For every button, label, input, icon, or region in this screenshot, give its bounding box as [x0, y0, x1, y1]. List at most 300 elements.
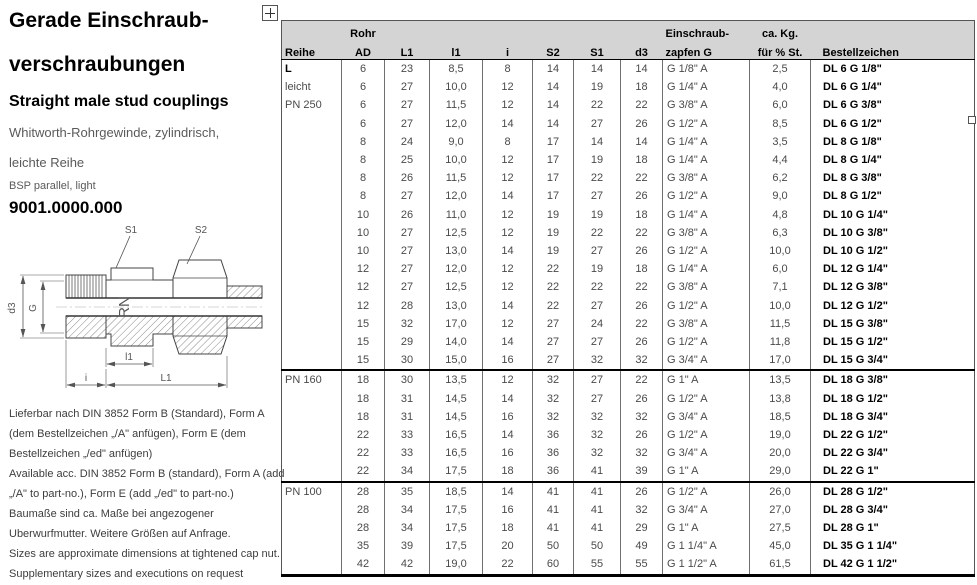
value-cell: 12	[483, 78, 533, 96]
value-cell: G 3/4" A	[663, 408, 750, 426]
table-row	[282, 260, 975, 278]
bestellzeichen-cell: DL 10 G 1/2"	[811, 242, 975, 260]
value-cell: G 1" A	[663, 462, 750, 481]
table-row	[282, 315, 975, 333]
col-header-ad: AD	[342, 40, 385, 60]
table-row	[282, 390, 975, 408]
col-header-zapfen-g: zapfen G	[663, 40, 750, 60]
reihe-cell	[282, 260, 342, 278]
value-cell: 19,0	[750, 426, 811, 444]
value-cell: 22	[342, 426, 385, 444]
move-cross-vertical	[270, 8, 271, 18]
table-resize-handle[interactable]	[968, 116, 976, 124]
description-de-line1: Whitworth-Rohrgewinde, zylindrisch,	[9, 125, 220, 140]
reihe-cell	[282, 278, 342, 296]
value-cell: 42	[342, 555, 385, 575]
value-cell: G 1/2" A	[663, 242, 750, 260]
value-cell: 22	[621, 315, 663, 333]
value-cell: 24	[385, 133, 430, 151]
value-cell: 11,5	[430, 96, 483, 114]
value-cell: 13,0	[430, 242, 483, 260]
value-cell: 18	[342, 408, 385, 426]
reihe-cell	[282, 519, 342, 537]
value-cell: 14	[483, 242, 533, 260]
table-row	[282, 224, 975, 242]
value-cell: 18	[621, 151, 663, 169]
value-cell: 42	[385, 555, 430, 575]
value-cell: 32	[385, 315, 430, 333]
value-cell: 6	[342, 60, 385, 79]
value-cell: 20,0	[750, 444, 811, 462]
value-cell: 19	[533, 206, 574, 224]
value-cell: 6,0	[750, 260, 811, 278]
col-header-s1: S1	[574, 40, 621, 60]
bestellzeichen-cell: DL 28 G 1"	[811, 519, 975, 537]
value-cell: 17,0	[430, 315, 483, 333]
value-cell: 22	[342, 462, 385, 481]
value-cell: 32	[621, 408, 663, 426]
description-de	[9, 118, 277, 178]
value-cell: G 1 1/4" A	[663, 537, 750, 555]
value-cell: 31	[385, 408, 430, 426]
value-cell: 22	[621, 224, 663, 242]
value-cell: 41	[533, 501, 574, 519]
footnote-line: Baumaße sind ca. Maße bei angezogener	[9, 508, 214, 520]
value-cell: 31	[385, 390, 430, 408]
value-cell: 27	[385, 115, 430, 133]
value-cell: 14	[533, 60, 574, 79]
reihe-cell	[282, 408, 342, 426]
value-cell: 26	[621, 333, 663, 351]
value-cell: G 1 1/2" A	[663, 555, 750, 575]
header-group-ca-kg: ca. Kg.	[750, 21, 811, 40]
reihe-cell	[282, 315, 342, 333]
value-cell: 22	[533, 278, 574, 296]
value-cell: 39	[621, 462, 663, 481]
value-cell: 41	[533, 519, 574, 537]
value-cell: 18	[621, 260, 663, 278]
value-cell: 41	[533, 482, 574, 501]
value-cell: 14	[574, 133, 621, 151]
dim-g-label: G	[28, 304, 39, 312]
value-cell: 26	[621, 390, 663, 408]
value-cell: 17,0	[750, 351, 811, 370]
reihe-cell	[282, 115, 342, 133]
dim-l1-label: l1	[125, 352, 133, 363]
value-cell: 23	[385, 60, 430, 79]
value-cell: 28	[385, 297, 430, 315]
value-cell: 14	[533, 78, 574, 96]
reihe-cell	[282, 390, 342, 408]
value-cell: 27	[574, 370, 621, 389]
value-cell: 22	[533, 297, 574, 315]
value-cell: 14	[533, 115, 574, 133]
value-cell: 34	[385, 501, 430, 519]
bestellzeichen-cell: DL 6 G 1/2"	[811, 115, 975, 133]
value-cell: 2,5	[750, 60, 811, 79]
description-de-line2: leichte Reihe	[9, 155, 85, 170]
value-cell: 41	[574, 482, 621, 501]
value-cell: 41	[574, 519, 621, 537]
technical-drawing	[4, 218, 266, 400]
value-cell: 10	[342, 206, 385, 224]
value-cell: 27	[385, 78, 430, 96]
product-table	[281, 20, 975, 577]
value-cell: 14	[574, 60, 621, 79]
bestellzeichen-cell: DL 15 G 3/4"	[811, 351, 975, 370]
table-row	[282, 501, 975, 519]
value-cell: 6,2	[750, 169, 811, 187]
value-cell: 18	[621, 78, 663, 96]
table-row	[282, 519, 975, 537]
value-cell: 9,0	[750, 187, 811, 205]
value-cell: G 1" A	[663, 370, 750, 389]
bestellzeichen-cell: DL 6 G 1/4"	[811, 78, 975, 96]
table-header	[282, 21, 975, 60]
bestellzeichen-cell: DL 22 G 1"	[811, 462, 975, 481]
value-cell: 41	[574, 501, 621, 519]
value-cell: 25	[385, 151, 430, 169]
value-cell: 50	[533, 537, 574, 555]
value-cell: 27,5	[750, 519, 811, 537]
col-header-reihe: Reihe	[282, 40, 342, 60]
value-cell: 14	[621, 133, 663, 151]
value-cell: 6,0	[750, 96, 811, 114]
value-cell: 12,0	[430, 187, 483, 205]
header-group-rohr: Rohr	[342, 21, 385, 40]
value-cell: G 1/4" A	[663, 78, 750, 96]
bestellzeichen-cell: DL 8 G 1/4"	[811, 151, 975, 169]
page-title-en: Straight male stud couplings	[9, 93, 229, 110]
bestellzeichen-cell: DL 15 G 3/8"	[811, 315, 975, 333]
value-cell: 30	[385, 370, 430, 389]
value-cell: 11,5	[430, 169, 483, 187]
value-cell: 16	[483, 501, 533, 519]
value-cell: 27	[385, 278, 430, 296]
value-cell: 22	[574, 224, 621, 242]
value-cell: 14	[483, 187, 533, 205]
bestellzeichen-cell: DL 6 G 3/8"	[811, 96, 975, 114]
value-cell: 8	[342, 169, 385, 187]
value-cell: 13,8	[750, 390, 811, 408]
table-row	[282, 426, 975, 444]
reihe-cell	[282, 242, 342, 260]
dim-s1-label: S1	[124, 225, 138, 236]
value-cell: 35	[342, 537, 385, 555]
value-cell: 13,5	[430, 370, 483, 389]
value-cell: 19	[574, 151, 621, 169]
reihe-cell	[282, 224, 342, 242]
value-cell: G 1/2" A	[663, 297, 750, 315]
value-cell: 29,0	[750, 462, 811, 481]
value-cell: 22	[574, 278, 621, 296]
value-cell: 14	[483, 333, 533, 351]
value-cell: 39	[385, 537, 430, 555]
value-cell: 29	[621, 519, 663, 537]
value-cell: 36	[533, 462, 574, 481]
value-cell: 12	[483, 151, 533, 169]
value-cell: 27	[574, 333, 621, 351]
value-cell: 34	[385, 462, 430, 481]
value-cell: 12	[483, 96, 533, 114]
value-cell: 4,0	[750, 78, 811, 96]
value-cell: 26,0	[750, 482, 811, 501]
value-cell: 26	[385, 206, 430, 224]
value-cell: 17,5	[430, 519, 483, 537]
value-cell: G 1/4" A	[663, 133, 750, 151]
value-cell: 17,5	[430, 501, 483, 519]
bestellzeichen-cell: DL 10 G 1/4"	[811, 206, 975, 224]
table-row	[282, 351, 975, 370]
value-cell: 22	[574, 96, 621, 114]
value-cell: 27	[574, 187, 621, 205]
bestellzeichen-cell: DL 10 G 3/8"	[811, 224, 975, 242]
value-cell: 8	[483, 60, 533, 79]
value-cell: 19	[533, 242, 574, 260]
value-cell: 32	[621, 444, 663, 462]
value-cell: 4,8	[750, 206, 811, 224]
value-cell: 27	[574, 242, 621, 260]
bestellzeichen-cell: DL 8 G 1/8"	[811, 133, 975, 151]
value-cell: G 3/4" A	[663, 351, 750, 370]
value-cell: 6	[342, 115, 385, 133]
value-cell: 14	[621, 60, 663, 79]
value-cell: 32	[574, 426, 621, 444]
value-cell: G 1/4" A	[663, 206, 750, 224]
value-cell: 19,0	[430, 555, 483, 575]
value-cell: G 3/4" A	[663, 444, 750, 462]
value-cell: 8	[342, 187, 385, 205]
value-cell: 26	[621, 426, 663, 444]
footnote-line: (dem Bestellzeichen „/A" anfügen), Form E (dem	[9, 428, 246, 440]
bestellzeichen-cell: DL 22 G 1/2"	[811, 426, 975, 444]
value-cell: 30	[385, 351, 430, 370]
value-cell: G 3/4" A	[663, 501, 750, 519]
bestellzeichen-cell: DL 42 G 1 1/2"	[811, 555, 975, 575]
col-header-d3: d3	[621, 40, 663, 60]
value-cell: 12	[342, 260, 385, 278]
value-cell: 32	[621, 351, 663, 370]
reihe-cell	[282, 187, 342, 205]
value-cell: G 3/8" A	[663, 315, 750, 333]
value-cell: 12	[483, 224, 533, 242]
value-cell: 14	[483, 390, 533, 408]
col-header-i: i	[483, 40, 533, 60]
value-cell: 19	[574, 206, 621, 224]
reihe-cell	[282, 501, 342, 519]
reihe-cell: PN 250	[285, 99, 322, 112]
value-cell: 12,0	[430, 115, 483, 133]
value-cell: G 1/4" A	[663, 260, 750, 278]
table-row	[282, 333, 975, 351]
value-cell: 16	[483, 408, 533, 426]
value-cell: 22	[574, 169, 621, 187]
value-cell: 26	[385, 169, 430, 187]
value-cell: 14,5	[430, 390, 483, 408]
bestellzeichen-cell: DL 22 G 3/4"	[811, 444, 975, 462]
col-header-l1: l1	[430, 40, 483, 60]
value-cell: 26	[621, 115, 663, 133]
value-cell: 26	[621, 482, 663, 501]
value-cell: 32	[574, 444, 621, 462]
value-cell: 8	[483, 133, 533, 151]
table-row	[282, 408, 975, 426]
footnote-line: „/A" to part-no.), Form E (add „/ed" to part-no.)	[9, 488, 234, 500]
page-title-de-line2: verschraubungen	[9, 53, 186, 76]
value-cell: 17	[533, 169, 574, 187]
value-cell: G 1/4" A	[663, 151, 750, 169]
value-cell: 32	[621, 501, 663, 519]
value-cell: 55	[621, 555, 663, 575]
value-cell: 27	[385, 224, 430, 242]
value-cell: 7,1	[750, 278, 811, 296]
value-cell: 35	[385, 482, 430, 501]
value-cell: 22	[621, 370, 663, 389]
table-row	[282, 96, 975, 114]
table-row	[282, 206, 975, 224]
value-cell: 9,0	[430, 133, 483, 151]
table-row	[282, 60, 975, 79]
value-cell: G 3/8" A	[663, 278, 750, 296]
bestellzeichen-cell: DL 15 G 1/2"	[811, 333, 975, 351]
value-cell: G 1" A	[663, 519, 750, 537]
value-cell: 13,0	[430, 297, 483, 315]
footnote-line: Supplementary sizes and executions on request	[9, 568, 244, 580]
value-cell: 14,0	[430, 333, 483, 351]
value-cell: 10,0	[750, 242, 811, 260]
value-cell: G 1/2" A	[663, 115, 750, 133]
value-cell: 3,5	[750, 133, 811, 151]
value-cell: 14,5	[430, 408, 483, 426]
table-row	[282, 482, 975, 501]
value-cell: G 1/2" A	[663, 187, 750, 205]
header-spacer	[282, 21, 342, 40]
value-cell: 19	[533, 224, 574, 242]
reihe-cell: leicht	[285, 81, 311, 94]
value-cell: 27	[385, 187, 430, 205]
value-cell: 28	[342, 482, 385, 501]
value-cell: 6	[342, 96, 385, 114]
value-cell: 27	[574, 115, 621, 133]
value-cell: 18	[621, 206, 663, 224]
value-cell: 14	[483, 426, 533, 444]
value-cell: 14	[483, 482, 533, 501]
dim-i-label: i	[84, 373, 88, 384]
value-cell: 18,5	[430, 482, 483, 501]
value-cell: 10	[342, 224, 385, 242]
value-cell: G 3/8" A	[663, 224, 750, 242]
reihe-cell	[282, 151, 342, 169]
value-cell: 32	[574, 351, 621, 370]
value-cell: 12	[483, 260, 533, 278]
table-row	[282, 169, 975, 187]
series-number: 9001.0000.000	[9, 198, 123, 217]
value-cell: 16	[483, 444, 533, 462]
value-cell: G 1/8" A	[663, 60, 750, 79]
value-cell: 24	[574, 315, 621, 333]
table-row	[282, 187, 975, 205]
value-cell: 27	[385, 260, 430, 278]
value-cell: 32	[533, 370, 574, 389]
value-cell: 18	[342, 370, 385, 389]
value-cell: 18	[342, 390, 385, 408]
reihe-cell	[282, 462, 342, 481]
value-cell: 22	[342, 444, 385, 462]
value-cell: 17,5	[430, 462, 483, 481]
coupling-cross-section	[4, 218, 266, 400]
value-cell: 32	[574, 408, 621, 426]
value-cell: 26	[621, 242, 663, 260]
value-cell: 26	[621, 297, 663, 315]
table-row	[282, 78, 975, 96]
reihe-cell	[282, 333, 342, 351]
value-cell: 29	[385, 333, 430, 351]
col-header-bestellzeichen: Bestellzeichen	[811, 40, 975, 60]
value-cell: 8	[342, 133, 385, 151]
value-cell: 15	[342, 351, 385, 370]
value-cell: 12,5	[430, 224, 483, 242]
footnote-line: Sizes are approximate dimensions at tightened cap nut.	[9, 548, 280, 560]
table-row	[282, 537, 975, 555]
value-cell: 27	[574, 297, 621, 315]
value-cell: 61,5	[750, 555, 811, 575]
value-cell: 17,5	[430, 537, 483, 555]
value-cell: 17	[533, 187, 574, 205]
reihe-cell: PN 100	[282, 482, 342, 501]
value-cell: 12	[342, 297, 385, 315]
value-cell: 27	[533, 351, 574, 370]
value-cell: G 1/2" A	[663, 333, 750, 351]
value-cell: 18	[483, 462, 533, 481]
reihe-cell	[282, 426, 342, 444]
value-cell: 8	[342, 151, 385, 169]
value-cell: 16,5	[430, 444, 483, 462]
reihe-cell	[282, 537, 342, 555]
reihe-cell	[282, 169, 342, 187]
table-row	[282, 555, 975, 575]
table-row	[282, 278, 975, 296]
value-cell: 41	[574, 462, 621, 481]
value-cell: 12	[342, 278, 385, 296]
value-cell: 33	[385, 426, 430, 444]
table-row	[282, 297, 975, 315]
value-cell: G 1/2" A	[663, 482, 750, 501]
value-cell: 28	[342, 519, 385, 537]
value-cell: 27,0	[750, 501, 811, 519]
value-cell: 12	[483, 169, 533, 187]
bestellzeichen-cell: DL 28 G 1/2"	[811, 482, 975, 501]
stamp-label: RN	[115, 296, 133, 318]
value-cell: 14	[483, 297, 533, 315]
value-cell: 15	[342, 315, 385, 333]
value-cell: 10,0	[430, 151, 483, 169]
bestellzeichen-cell: DL 18 G 3/4"	[811, 408, 975, 426]
reihe-cell	[282, 351, 342, 370]
value-cell: 14	[483, 115, 533, 133]
reihe-cell	[282, 297, 342, 315]
table-row	[282, 370, 975, 389]
value-cell: 6,3	[750, 224, 811, 242]
value-cell: 17	[533, 133, 574, 151]
dim-d3-label: d3	[7, 302, 18, 314]
col-header-s2: S2	[533, 40, 574, 60]
table-move-handle-icon[interactable]	[262, 5, 278, 21]
value-cell: 19	[574, 78, 621, 96]
table-row	[282, 444, 975, 462]
bestellzeichen-cell: DL 28 G 3/4"	[811, 501, 975, 519]
col-header-L1: L1	[385, 40, 430, 60]
value-cell: 18,5	[750, 408, 811, 426]
